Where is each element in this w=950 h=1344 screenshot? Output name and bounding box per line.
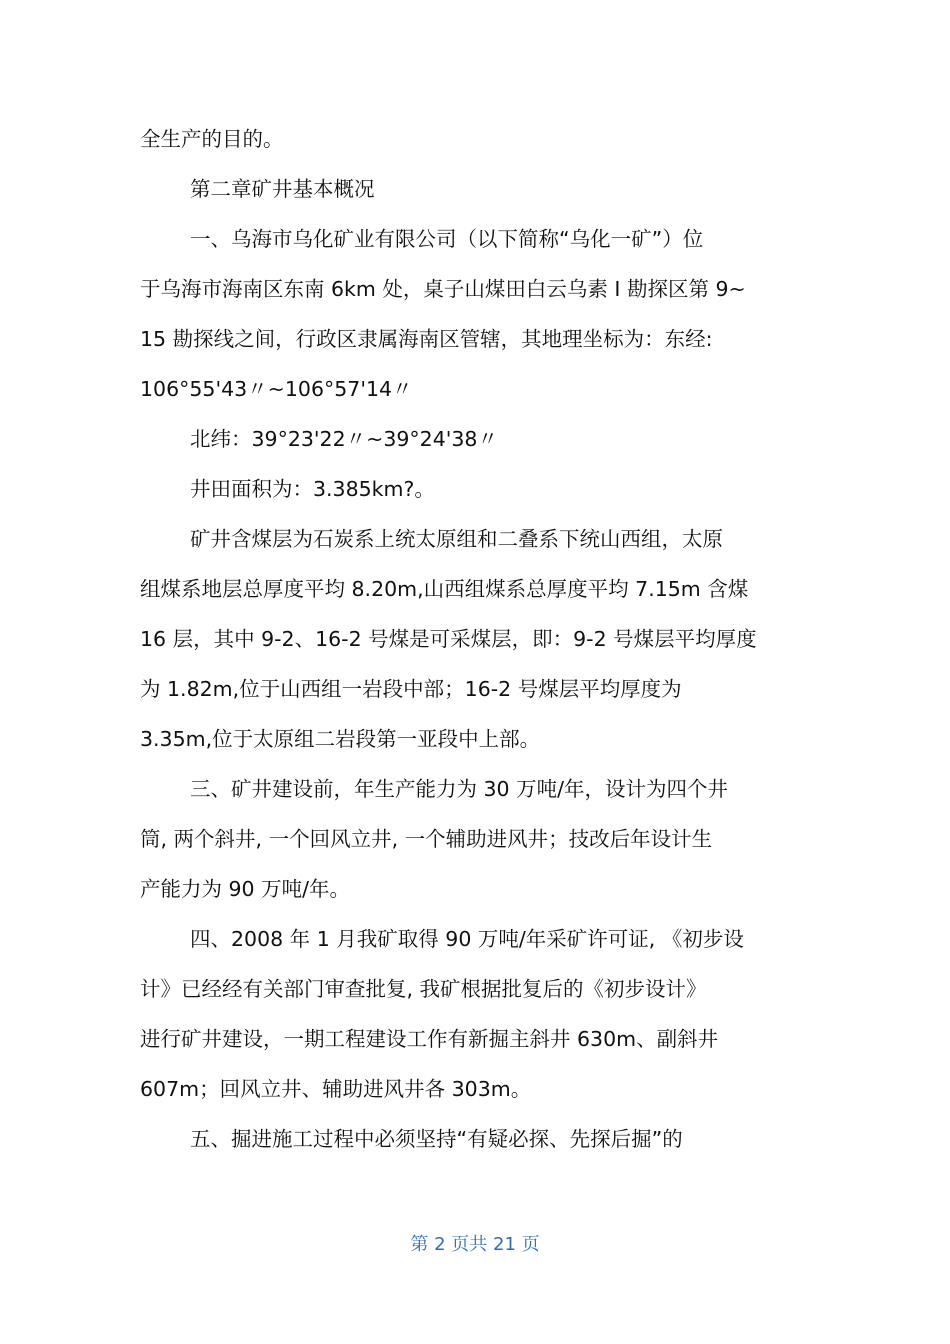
text-line: 四、2008 年 1 月我矿取得 90 万吨/年采矿许可证, 《初步设: [190, 927, 744, 951]
document-body: [140, 114, 808, 1164]
text-line: 16 层，其中 9-2、16-2 号煤是可采煤层，即：9-2 号煤层平均厚度: [140, 627, 757, 651]
paragraph-latitude: [140, 414, 808, 464]
text-line: 计》已经经有关部门审查批复, 我矿根据批复后的《初步设计》: [140, 977, 707, 1001]
text-line: 为 1.82m,位于山西组一岩段中部；16-2 号煤层平均厚度为: [140, 677, 682, 701]
text-line: 607m；回风立井、辅助进风井各 303m。: [140, 1077, 532, 1101]
text-line: 进行矿井建设，一期工程建设工作有新掘主斜井 630m、副斜井: [140, 1027, 719, 1051]
text-line: 筒, 两个斜井, 一个回风立井, 一个辅助进风井；技改后年设计生: [140, 827, 713, 851]
paragraph-area: [140, 464, 808, 514]
text-line: 全生产的目的。: [140, 127, 284, 151]
text-line: 产能力为 90 万吨/年。: [140, 877, 351, 901]
text-line: 北纬：39°23'22〃~39°24'38〃: [190, 427, 498, 451]
text-line: 组煤系地层总厚度平均 8.20m,山西组煤系总厚度平均 7.15m 含煤: [140, 577, 749, 601]
text-line: 三、矿井建设前，年生产能力为 30 万吨/年，设计为四个井: [190, 777, 729, 801]
paragraph-excavation: [140, 1114, 808, 1164]
paragraph-coal-seams: [140, 514, 808, 764]
text-line: 15 勘探线之间，行政区隶属海南区管辖，其地理坐标为：东经:: [140, 327, 713, 351]
text-line: 一、乌海市乌化矿业有限公司（以下简称“乌化一矿”）位: [190, 227, 704, 251]
text-line: 于乌海市海南区东南 6km 处，桌子山煤田白云乌素 I 勘探区第 9~: [140, 277, 746, 301]
page-number-footer: 第 2 页共 21 页: [410, 1234, 540, 1255]
text-line: 五、掘进施工过程中必须坚持“有疑必探、先探后掘”的: [190, 1127, 683, 1151]
text-line: 106°55'43〃~106°57'14〃: [140, 377, 413, 401]
chapter-heading: [140, 164, 808, 214]
text-line: 3.35m,位于太原组二岩段第一亚段中上部。: [140, 727, 541, 751]
text-line: 井田面积为：3.385km?。: [190, 477, 435, 501]
paragraph-capacity: [140, 764, 808, 914]
paragraph-license: [140, 914, 808, 1114]
paragraph-location: [140, 214, 808, 414]
paragraph-closing-sentence: [140, 114, 808, 164]
text-line: 矿井含煤层为石炭系上统太原组和二叠系下统山西组，太原: [190, 527, 723, 551]
text-line: 第二章矿井基本概况: [190, 177, 375, 201]
